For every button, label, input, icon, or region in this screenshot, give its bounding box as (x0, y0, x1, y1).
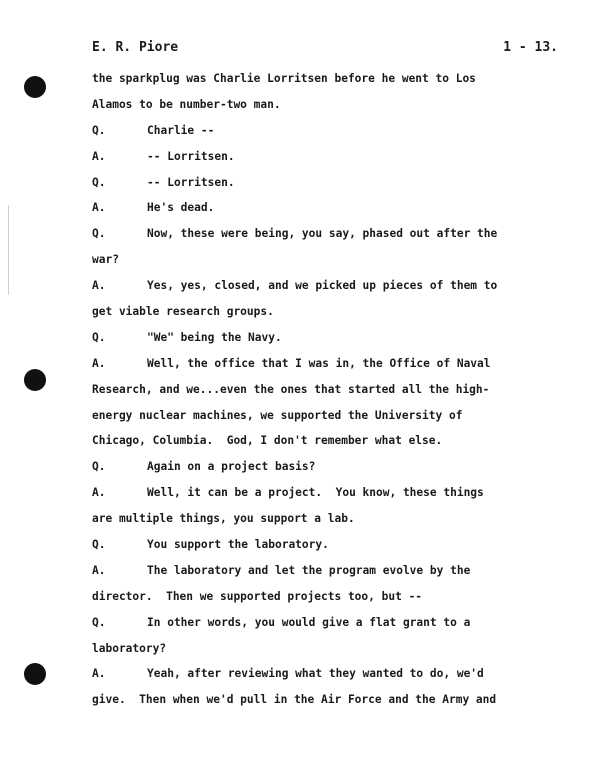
line-text: Chicago, Columbia. God, I don't remember what else. (92, 434, 443, 448)
line-text: war? (92, 253, 119, 267)
speaker-label: A. (92, 201, 106, 215)
line-text: The laboratory and let the program evolve by the (147, 563, 471, 577)
transcript-line (92, 299, 562, 325)
transcript-line (92, 325, 562, 351)
line-text: energy nuclear machines, we supported the University of (92, 408, 463, 422)
transcript-line (92, 532, 562, 558)
scan-edge-mark (8, 205, 9, 295)
line-text: In other words, you would give a flat grant to a (147, 615, 471, 629)
line-text: -- Lorritsen. (147, 175, 235, 189)
transcript-line (92, 221, 562, 247)
line-text: Now, these were being, you say, phased out after the (147, 227, 498, 241)
speaker-label: Q. (92, 460, 106, 474)
line-text: laboratory? (92, 641, 167, 655)
line-text: are multiple things, you support a lab. (92, 512, 355, 526)
line-text: -- Lorritsen. (147, 149, 235, 163)
speaker-label: A. (92, 667, 106, 681)
speaker-label: Q. (92, 175, 106, 189)
speaker-label: A. (92, 563, 106, 577)
line-text: give. Then when we'd pull in the Air Force and the Army and (92, 693, 497, 707)
binder-hole-top (24, 76, 46, 98)
line-text: Alamos to be number-two man. (92, 97, 281, 111)
speaker-label: Q. (92, 123, 106, 137)
transcript-line (92, 687, 562, 713)
speaker-label: Q. (92, 227, 106, 241)
line-text: Well, the office that I was in, the Office of Naval (147, 356, 491, 370)
speaker-label: A. (92, 356, 106, 370)
transcript-line (92, 454, 562, 480)
transcript-line (92, 428, 562, 454)
transcript-line (92, 66, 562, 92)
transcript-line (92, 480, 562, 506)
line-text: He's dead. (147, 201, 215, 215)
transcript-line (92, 506, 562, 532)
line-text: Well, it can be a project. You know, these things (147, 486, 484, 500)
transcript-line (92, 351, 562, 377)
speaker-label: A. (92, 486, 106, 500)
binder-hole-bottom (24, 663, 46, 685)
transcript-line (92, 170, 562, 196)
line-text: You support the laboratory. (147, 538, 329, 552)
speaker-label: Q. (92, 330, 106, 344)
line-text: Yeah, after reviewing what they wanted to do, we'd (147, 667, 484, 681)
transcript-line (92, 195, 562, 221)
transcript-line (92, 144, 562, 170)
transcript-line (92, 92, 562, 118)
line-text: the sparkplug was Charlie Lorritsen before he went to Los (92, 72, 476, 85)
line-text: "We" being the Navy. (147, 330, 282, 344)
page-header (92, 40, 558, 55)
line-text: Research, and we...even the ones that started all the high- (92, 382, 490, 396)
speaker-label: A. (92, 149, 106, 163)
transcript-line (92, 636, 562, 662)
transcript-line (92, 403, 562, 429)
speaker-label: A. (92, 279, 106, 293)
binder-hole-middle (24, 369, 46, 391)
transcript-line (92, 584, 562, 610)
transcript-line (92, 558, 562, 584)
line-text: Again on a project basis? (147, 460, 316, 474)
line-text: Charlie -- (147, 123, 215, 137)
speaker-label: Q. (92, 615, 106, 629)
transcript-body (92, 66, 562, 713)
transcript-line (92, 247, 562, 273)
line-text: director. Then we supported projects too, but -- (92, 589, 423, 603)
transcript-line (92, 118, 562, 144)
transcript-line (92, 377, 562, 403)
speaker-label: Q. (92, 538, 106, 552)
interviewee-name: E. R. Piore (92, 40, 179, 55)
line-text: get viable research groups. (92, 305, 274, 319)
transcript-line (92, 661, 562, 687)
page-number: 1 - 13. (503, 40, 558, 55)
transcript-line (92, 273, 562, 299)
line-text: Yes, yes, closed, and we picked up pieces of them to (147, 279, 498, 293)
transcript-line (92, 610, 562, 636)
